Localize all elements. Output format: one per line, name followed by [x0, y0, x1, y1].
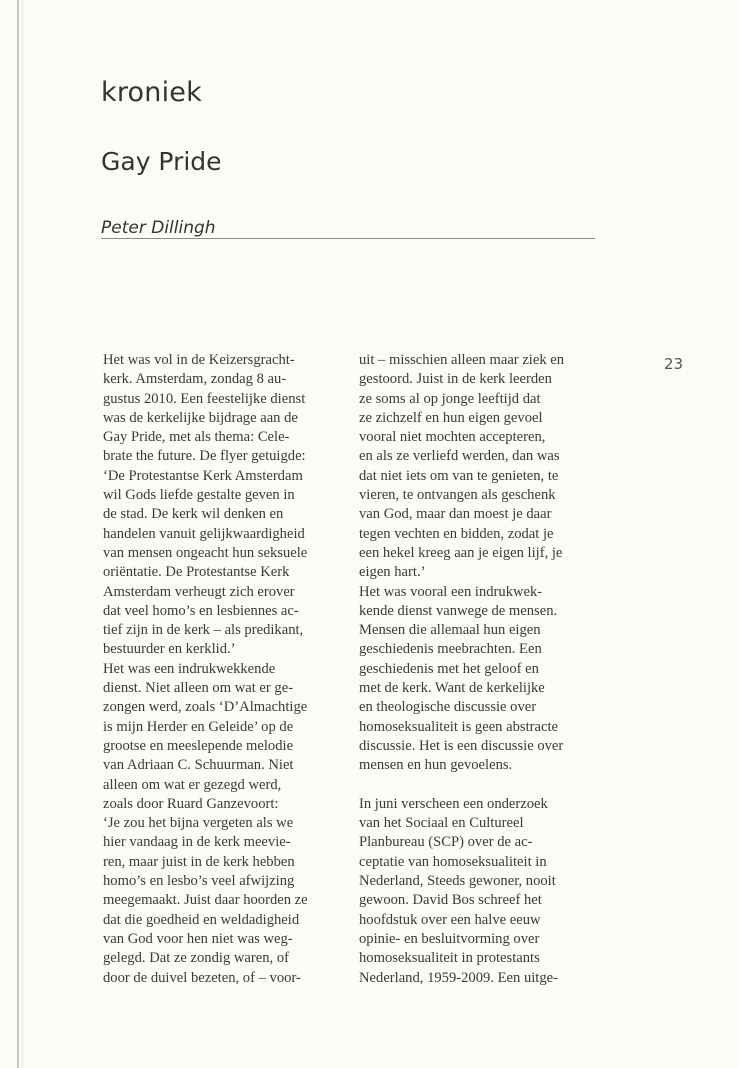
- page-number: 23: [664, 355, 684, 373]
- text-line: gestoord. Juist in de kerk leerden: [359, 371, 552, 388]
- text-line: kerk. Amsterdam, zondag 8 au-: [103, 371, 287, 388]
- text-line: zoals door Ruard Ganzevoort:: [103, 795, 279, 812]
- text-line: is mijn Herder en Geleide’ op de: [103, 718, 294, 735]
- text-line: homoseksualiteit is geen abstracte: [359, 718, 558, 735]
- text-line: discussie. Het is een discussie over: [359, 737, 564, 754]
- text-line: dienst. Niet alleen om wat er ge-: [103, 680, 294, 697]
- text-line: homoseksualiteit in protestants: [359, 950, 540, 967]
- text-line: kende dienst vanwege de mensen.: [359, 602, 558, 619]
- text-line: tief zijn in de kerk – als predikant,: [103, 622, 304, 639]
- text-line: ze zichzelf en hun eigen gevoel: [359, 409, 543, 426]
- text-line: ren, maar juist in de kerk hebben: [103, 853, 295, 870]
- text-line: brate the future. De flyer getuigde:: [103, 448, 306, 465]
- text-line: geschiedenis met het geloof en: [359, 660, 539, 677]
- text-line: In juni verscheen een onderzoek: [359, 795, 548, 812]
- text-line: en theologische discussie over: [359, 699, 537, 716]
- text-line: van mensen ongeacht hun seksuele: [103, 544, 308, 561]
- text-line: dat die goedheid en weldadigheid: [103, 911, 300, 928]
- text-column-left: [103, 351, 335, 988]
- text-line: door de duivel bezeten, of – voor-: [103, 969, 301, 986]
- text-line: van Adriaan C. Schuurman. Niet: [103, 757, 294, 774]
- text-line: ze soms al op jonge leeftijd dat: [359, 390, 541, 407]
- paragraph-gap: [359, 776, 591, 795]
- text-line: een hekel kreeg aan je eigen lijf, je: [359, 544, 563, 561]
- text-line: Het was vol in de Keizersgracht-: [103, 352, 295, 368]
- text-line: grootse en meeslepende melodie: [103, 737, 294, 754]
- text-line: geschiedenis meebrachten. Een: [359, 641, 542, 658]
- text-line: ‘De Protestantse Kerk Amsterdam: [103, 467, 303, 484]
- text-line: Gay Pride, met als thema: Cele-: [103, 429, 290, 446]
- text-line: hoofdstuk over een halve eeuw: [359, 911, 541, 928]
- text-line: dat niet iets om van te genieten, te: [359, 467, 559, 484]
- text-line: van God voor hen niet was weg-: [103, 930, 293, 947]
- text-line: gewoon. David Bos schreef het: [359, 892, 542, 909]
- text-line: homo’s en lesbo’s veel afwijzing: [103, 873, 295, 890]
- text-line: eigen hart.’: [359, 564, 426, 581]
- text-line: Mensen die allemaal hun eigen: [359, 622, 541, 639]
- article-author: Peter Dillingh: [101, 218, 216, 238]
- text-line: gustus 2010. Een feestelijke dienst: [103, 390, 306, 407]
- text-line: Amsterdam verheugt zich erover: [103, 583, 295, 600]
- text-line: Het was vooral een indrukwek-: [359, 583, 543, 600]
- text-line: van het Sociaal en Cultureel: [359, 815, 524, 832]
- text-line: Nederland, Steeds gewoner, nooit: [359, 873, 556, 890]
- text-line: en als ze verliefd werden, dan was: [359, 448, 560, 465]
- text-line: zongen werd, zoals ‘D’Almachtige: [103, 699, 308, 716]
- text-line: meegemaakt. Juist daar hoorden ze: [103, 892, 308, 909]
- text-line: was de kerkelijke bijdrage aan de: [103, 409, 298, 426]
- text-line: Het was een indrukwekkende: [103, 660, 276, 677]
- text-line: Nederland, 1959-2009. Een uitge-: [359, 969, 558, 986]
- text-line: ceptatie van homoseksualiteit in: [359, 853, 547, 870]
- text-line: oriëntatie. De Protestantse Kerk: [103, 564, 290, 581]
- text-line: vieren, te ontvangen als geschenk: [359, 487, 556, 504]
- text-line: met de kerk. Want de kerkelijke: [359, 680, 545, 697]
- text-line: mensen en hun gevoelens.: [359, 757, 513, 774]
- text-line: handelen vanuit gelijkwaardigheid: [103, 525, 305, 542]
- author-rule: [101, 238, 595, 239]
- text-line: bestuurder en kerklid.’: [103, 641, 236, 658]
- text-line: tegen vechten en bidden, zodat je: [359, 525, 554, 542]
- text-column-right: [359, 351, 591, 988]
- text-line: uit – misschien alleen maar ziek en: [359, 352, 565, 368]
- text-line: ‘Je zou het bijna vergeten als we: [103, 815, 294, 832]
- text-line: opinie- en besluitvorming over: [359, 930, 540, 947]
- text-line: gelegd. Dat ze zondig waren, of: [103, 950, 289, 967]
- section-heading: kroniek: [101, 77, 202, 108]
- text-line: van God, maar dan moest je daar: [359, 506, 552, 523]
- text-line: Planbureau (SCP) over de ac-: [359, 834, 533, 851]
- text-line: wil Gods liefde gestalte geven in: [103, 487, 295, 504]
- text-line: hier vandaag in de kerk meevie-: [103, 834, 291, 851]
- article-title: Gay Pride: [101, 147, 222, 176]
- text-line: vooral niet mochten accepteren,: [359, 429, 546, 446]
- text-line: alleen om wat er gezegd werd,: [103, 776, 282, 793]
- text-line: dat veel homo’s en lesbiennes ac-: [103, 602, 299, 619]
- page-spine: [17, 0, 19, 1068]
- text-line: de stad. De kerk wil denken en: [103, 506, 284, 523]
- page-spine-shadow: [22, 0, 23, 1068]
